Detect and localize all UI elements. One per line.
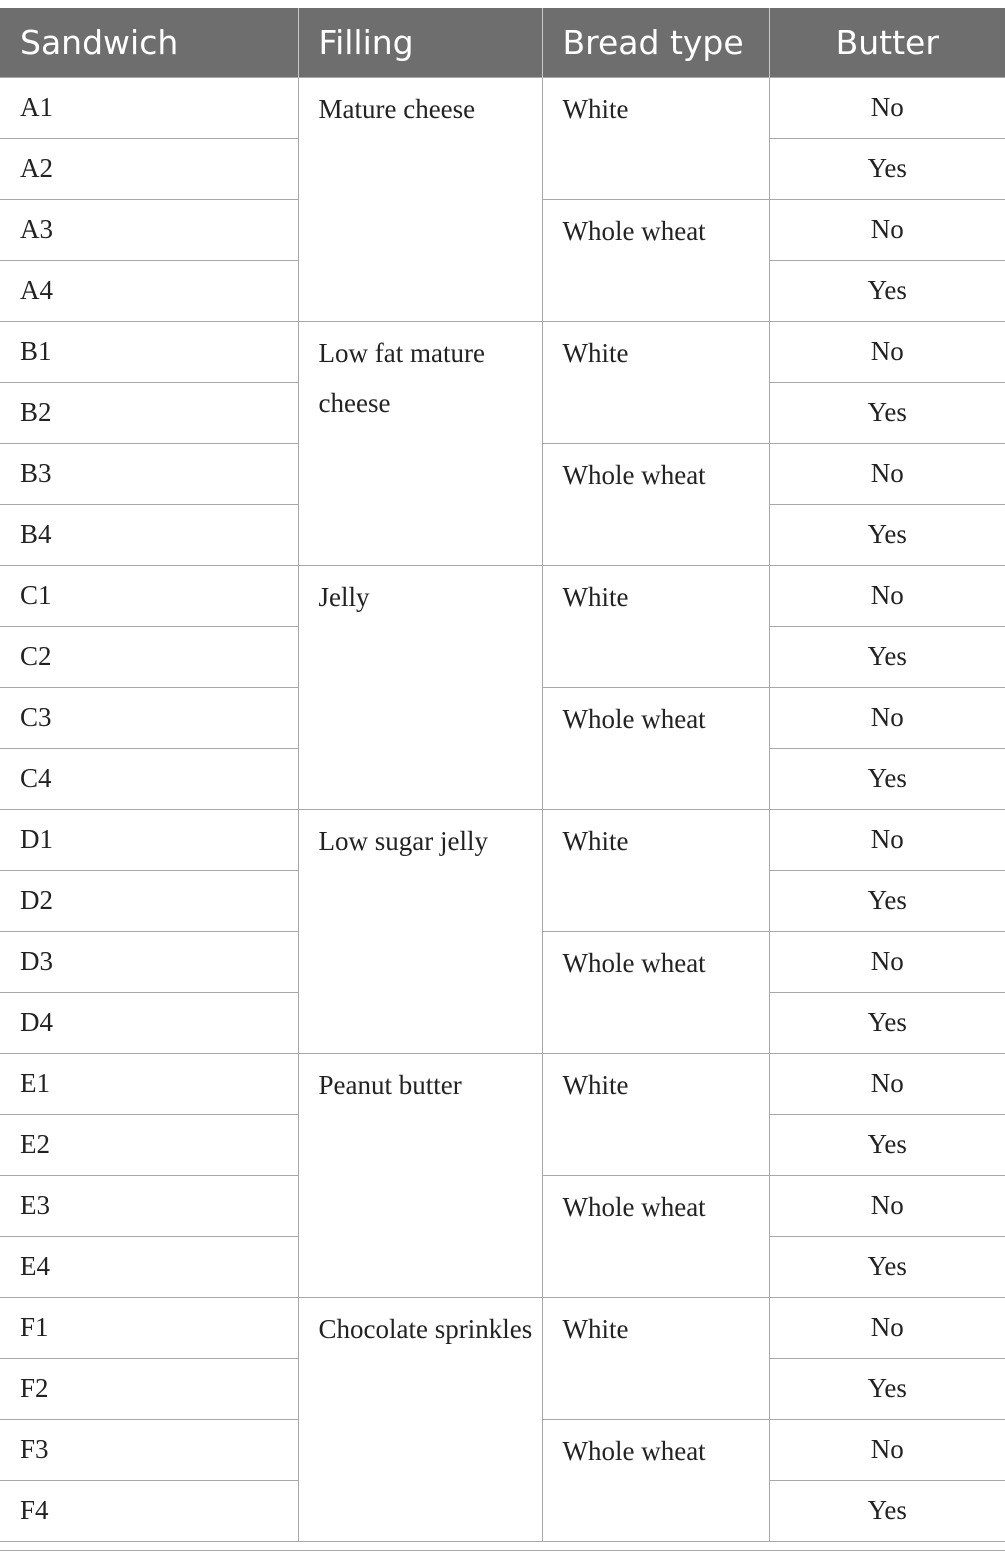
cell-bread-type: Whole wheat (542, 199, 769, 321)
table-header (0, 8, 1005, 77)
table-row (0, 77, 1005, 138)
cell-sandwich: D4 (0, 992, 298, 1053)
cell-butter: No (769, 443, 1005, 504)
table-row (0, 809, 1005, 870)
cell-bread-type: Whole wheat (542, 1419, 769, 1541)
cell-butter: No (769, 1053, 1005, 1114)
cell-sandwich: B3 (0, 443, 298, 504)
table-row (0, 1297, 1005, 1358)
header-filling: Filling (298, 8, 542, 77)
cell-butter: Yes (769, 504, 1005, 565)
cell-butter: Yes (769, 870, 1005, 931)
cell-bread-type: White (542, 77, 769, 199)
header-butter: Butter (769, 8, 1005, 77)
cell-butter: Yes (769, 1480, 1005, 1541)
cell-butter: No (769, 1175, 1005, 1236)
table-body (0, 77, 1005, 1541)
cell-sandwich: A2 (0, 138, 298, 199)
cell-sandwich: A4 (0, 260, 298, 321)
cell-butter: Yes (769, 382, 1005, 443)
cell-sandwich: C2 (0, 626, 298, 687)
cell-butter: No (769, 77, 1005, 138)
cell-sandwich: B1 (0, 321, 298, 382)
cell-filling: Mature cheese (298, 77, 542, 321)
cell-bread-type: Whole wheat (542, 687, 769, 809)
header-sandwich: Sandwich (0, 8, 298, 77)
cell-butter: No (769, 1419, 1005, 1480)
cell-sandwich: F4 (0, 1480, 298, 1541)
cell-butter: No (769, 1297, 1005, 1358)
cell-sandwich: A3 (0, 199, 298, 260)
cell-bread-type: Whole wheat (542, 443, 769, 565)
cell-butter: Yes (769, 1236, 1005, 1297)
cell-filling: Jelly (298, 565, 542, 809)
cell-filling: Chocolate sprinkles (298, 1297, 542, 1541)
table-row (0, 1053, 1005, 1114)
cell-sandwich: D2 (0, 870, 298, 931)
cell-sandwich: C3 (0, 687, 298, 748)
cell-sandwich: D3 (0, 931, 298, 992)
cell-sandwich: E3 (0, 1175, 298, 1236)
cell-bread-type: White (542, 321, 769, 443)
cell-bread-type: White (542, 809, 769, 931)
sandwich-table (0, 8, 1005, 1542)
cell-butter: No (769, 565, 1005, 626)
header-bread-type: Bread type (542, 8, 769, 77)
cell-butter: Yes (769, 992, 1005, 1053)
cell-sandwich: E1 (0, 1053, 298, 1114)
cell-butter: Yes (769, 748, 1005, 809)
cell-filling: Low fat mature cheese (298, 321, 542, 565)
cell-sandwich: A1 (0, 77, 298, 138)
cell-sandwich: B4 (0, 504, 298, 565)
cell-filling: Peanut butter (298, 1053, 542, 1297)
cell-sandwich: E4 (0, 1236, 298, 1297)
cell-sandwich: F3 (0, 1419, 298, 1480)
cell-sandwich: F1 (0, 1297, 298, 1358)
cell-butter: No (769, 687, 1005, 748)
cell-sandwich: C1 (0, 565, 298, 626)
cell-butter: No (769, 321, 1005, 382)
cell-butter: No (769, 809, 1005, 870)
cell-sandwich: C4 (0, 748, 298, 809)
cell-bread-type: Whole wheat (542, 1175, 769, 1297)
cell-butter: Yes (769, 260, 1005, 321)
cell-bread-type: White (542, 1053, 769, 1175)
cell-sandwich: D1 (0, 809, 298, 870)
cell-butter: Yes (769, 138, 1005, 199)
table-bottom-rule (0, 1550, 1005, 1551)
cell-butter: Yes (769, 1114, 1005, 1175)
cell-butter: Yes (769, 1358, 1005, 1419)
table-row (0, 565, 1005, 626)
cell-sandwich: B2 (0, 382, 298, 443)
header-row (0, 8, 1005, 77)
cell-sandwich: F2 (0, 1358, 298, 1419)
cell-butter: No (769, 199, 1005, 260)
cell-butter: No (769, 931, 1005, 992)
cell-bread-type: White (542, 1297, 769, 1419)
cell-bread-type: Whole wheat (542, 931, 769, 1053)
table-row (0, 321, 1005, 382)
cell-bread-type: White (542, 565, 769, 687)
cell-sandwich: E2 (0, 1114, 298, 1175)
cell-filling: Low sugar jelly (298, 809, 542, 1053)
cell-butter: Yes (769, 626, 1005, 687)
